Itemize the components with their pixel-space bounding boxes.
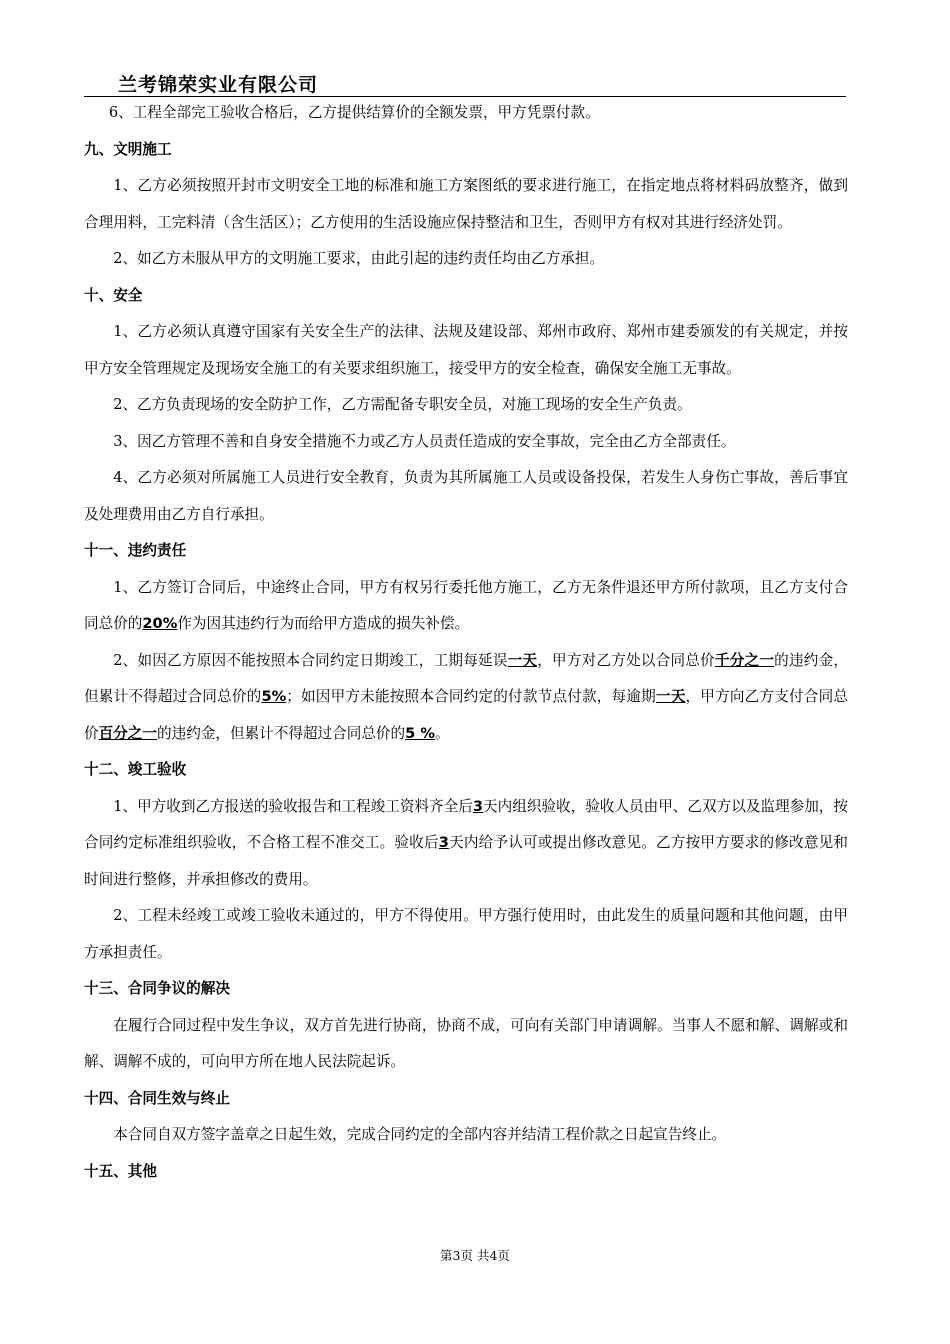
clause-8-6: 6、工程全部完工验收合格后，乙方提供结算价的全额发票，甲方凭票付款。	[108, 104, 600, 121]
penalty-percent-20: 20%	[142, 615, 178, 632]
penalty-rate-hundredth: 百分之一	[98, 724, 157, 742]
penalty-rate-thousandth: 千分之一	[714, 651, 775, 669]
clause-11-2-text-d: ；如因甲方未能按照本合同约定的付款节点付款，每逾期	[286, 688, 656, 705]
clause-11-2-text-f: 的违约金，但累计不得超过合同总价的	[157, 724, 406, 742]
clause-11-2-text-a: 2、如因乙方原因不能按照本合同约定日期竣工，工期每延误	[113, 651, 508, 669]
clause-11-2	[84, 643, 848, 753]
clause-10-3: 3、因乙方管理不善和自身安全措施不力或乙方人员责任造成的安全事故，完全由乙方全部责任。	[113, 432, 736, 450]
section-heading-11: 十一、违约责任	[84, 542, 187, 559]
page-number-footer: 第3页 共4页	[440, 1248, 510, 1263]
document-body	[84, 95, 848, 1190]
clause-10-2: 2、乙方负责现场的安全防护工作，乙方需配备专职安全员，对施工现场的安全生产负责。	[113, 396, 692, 413]
clause-11-2-text-b: ，甲方对乙方处以合同总价	[537, 651, 715, 669]
clause-12-1	[84, 789, 848, 899]
clause-10-1: 1、乙方必须认真遵守国家有关安全生产的法律、法规及建设部、郑州市政府、郑州市建委颁发的有关规定，并按甲方安全管理规定及现场安全施工的有关要求组织施工，接受甲方的安全检查，确保安全施工无事故。	[84, 323, 848, 377]
section-heading-15: 十五、其他	[84, 1162, 157, 1180]
clause-10-4: 4、乙方必须对所属施工人员进行安全教育，负责为其所属施工人员或设备投保，若发生人身伤亡事故，善后事宜及处理费用由乙方自行承担。	[84, 469, 848, 523]
penalty-cap-5-percent-b: 5 %	[405, 724, 435, 742]
header-company-name: 兰考锦荣实业有限公司	[118, 74, 319, 96]
section-heading-10: 十、安全	[84, 286, 143, 304]
clause-11-2-text-g: 。	[434, 724, 450, 742]
overdue-unit-day: 一天	[655, 688, 686, 705]
clause-12-1-text-c: 天内给予认可或提出修改意见。乙方按甲方要求的修改意见和时间进行整修，并承担修改的费用。	[84, 834, 848, 888]
delay-unit-day: 一天	[507, 651, 538, 669]
clause-9-2: 2、如乙方未服从甲方的文明施工要求，由此引起的违约责任均由乙方承担。	[113, 250, 605, 267]
clause-11-1-text-b: 作为因其违约行为而给甲方造成的损失补偿。	[177, 615, 470, 632]
section-heading-14: 十四、合同生效与终止	[84, 1089, 230, 1107]
section-heading-9: 九、文明施工	[84, 140, 172, 158]
response-days: 3	[438, 834, 449, 851]
clause-13: 在履行合同过程中发生争议，双方首先进行协商，协商不成，可向有关部门申请调解。当事人不愿和解、调解或和解、调解不成的，可向甲方所在地人民法院起诉。	[84, 1016, 848, 1070]
clause-11-1-text-a: 1、乙方签订合同后，中途终止合同，甲方有权另行委托他方施工，乙方无条件退还甲方所付款项，且乙方支付合同总价的	[84, 578, 848, 632]
clause-11-1	[84, 570, 848, 643]
section-heading-13: 十三、合同争议的解决	[84, 980, 230, 997]
clause-12-2: 2、工程未经竣工或竣工验收未通过的，甲方不得使用。甲方强行使用时，由此发生的质量问题和其他问题，由甲方承担责任。	[84, 907, 848, 961]
clause-11-2-text-e: ，甲方向乙方支付合同总价	[84, 688, 848, 742]
penalty-cap-5-percent: 5%	[261, 688, 287, 705]
clause-9-1: 1、乙方必须按照开封市文明安全工地的标准和施工方案图纸的要求进行施工，在指定地点将材料码放整齐，做到合理用料，工完料清（含生活区）；乙方使用的生活设施应保持整洁和卫生，否则甲方有权对其进行经济处罚。	[84, 177, 848, 231]
section-heading-12: 十二、竣工验收	[84, 761, 187, 778]
clause-11-2-text-c: 的违约金，但累计不得超过合同总价的	[84, 651, 848, 705]
clause-12-1-text-b: 天内组织验收，验收人员由甲、乙双方以及监理参加，按合同约定标准组织验收，不合格工程不准交工。验收后	[84, 797, 848, 851]
inspection-days: 3	[472, 797, 484, 815]
clause-12-1-text-a: 1、甲方收到乙方报送的验收报告和工程竣工资料齐全后	[113, 797, 473, 815]
clause-14: 本合同自双方签字盖章之日起生效，完成合同约定的全部内容并结清工程价款之日起宣告终止。	[113, 1126, 727, 1143]
